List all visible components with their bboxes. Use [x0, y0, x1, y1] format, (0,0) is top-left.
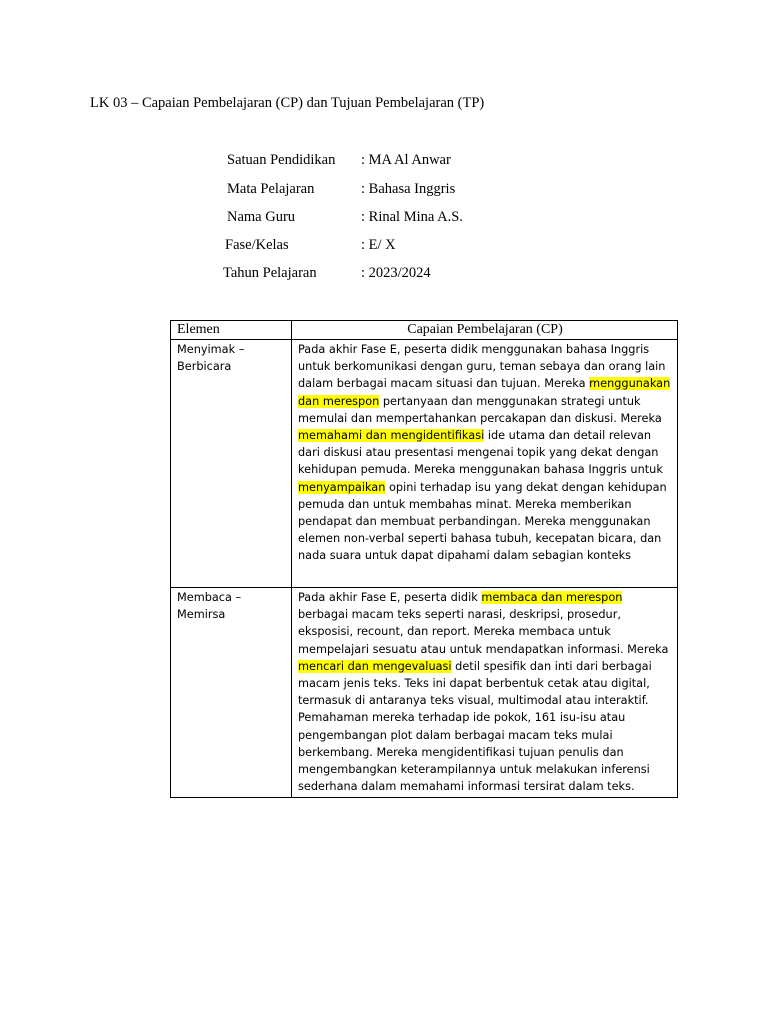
info-label: Nama Guru	[227, 209, 296, 225]
table-header-row	[171, 321, 678, 340]
cp-text: pertanyaan dan menggunakan strategi untuk memulai dan mempertahankan percakapan dan diskusi. Mereka	[298, 394, 662, 425]
header-capaian-pembelajaran: Capaian Pembelajaran (CP)	[292, 321, 678, 340]
cp-cell	[292, 340, 678, 588]
document-title: LK 03 – Capaian Pembelajaran (CP) dan Tujuan Pembelajaran (TP)	[90, 95, 485, 111]
cp-text: Pada akhir Fase E, peserta didik	[298, 591, 482, 604]
elemen-cell: Membaca – Memirsa	[171, 588, 292, 798]
highlighted-text: menggunakan dan merespon	[298, 377, 671, 408]
cp-table	[170, 320, 678, 798]
info-value: : Rinal Mina A.S.	[361, 209, 463, 225]
cp-text: Pada akhir Fase E, peserta didik menggunakan bahasa Inggris untuk berkomunikasi dengan guru, teman sebaya dan orang lain dalam berbagai macam situasi dan tujuan. Mereka	[298, 343, 666, 391]
cp-cell	[292, 588, 678, 798]
info-label: Mata Pelajaran	[227, 181, 315, 197]
info-label: Satuan Pendidikan	[227, 152, 336, 168]
info-value: : MA Al Anwar	[361, 152, 451, 168]
highlighted-text: mencari dan mengevaluasi	[298, 659, 452, 673]
table-row	[171, 340, 678, 588]
header-elemen: Elemen	[171, 321, 292, 340]
info-value: : 2023/2024	[361, 265, 431, 281]
table-row	[171, 588, 678, 798]
info-value: : Bahasa Inggris	[361, 181, 456, 197]
highlighted-text: membaca dan merespon	[481, 591, 623, 604]
cp-text: detil spesifik dan inti dari berbagai macam jenis teks. Teks ini dapat berbentuk cetak atau digital, termasuk di antaranya teks visual, multimodal atau interaktif. Pemahaman mereka terhadap ide pokok, 161 isu-isu atau pengembangan plot dalam berbagai macam teks mulai berkembang. Mereka mengidentifikasi tujuan penulis dan mengembangkan keterampilannya untuk melakukan inferensi sederhana dalam memahami informasi tersirat dalam teks.	[298, 659, 652, 794]
info-label: Fase/Kelas	[225, 237, 289, 253]
cp-text: berbagai macam teks seperti narasi, deskripsi, prosedur, eksposisi, recount, dan report. Mereka membaca untuk mempelajari sesuatu atau untuk mendapatkan informasi. Mereka	[298, 608, 669, 656]
highlighted-text: memahami dan mengidentifikasi	[298, 429, 485, 443]
info-value: : E/ X	[361, 237, 396, 253]
highlighted-text: menyampaikan	[298, 480, 386, 494]
elemen-cell: Menyimak – Berbicara	[171, 340, 292, 588]
cp-text: opini terhadap isu yang dekat dengan kehidupan pemuda dan untuk membahas minat. Mereka memberikan pendapat dan membuat perbandingan. Mereka menggunakan elemen non-verbal seperti bahasa tubuh, kecepatan bicara, dan nada suara untuk dapat dipahami dalam sebagian konteks	[298, 480, 667, 563]
cp-text: ide utama dan detail relevan dari diskusi atau presentasi mengenai topik yang dekat dengan kehidupan pemuda. Mereka menggunakan bahasa Inggris untuk	[298, 429, 663, 477]
info-label: Tahun Pelajaran	[223, 265, 317, 281]
